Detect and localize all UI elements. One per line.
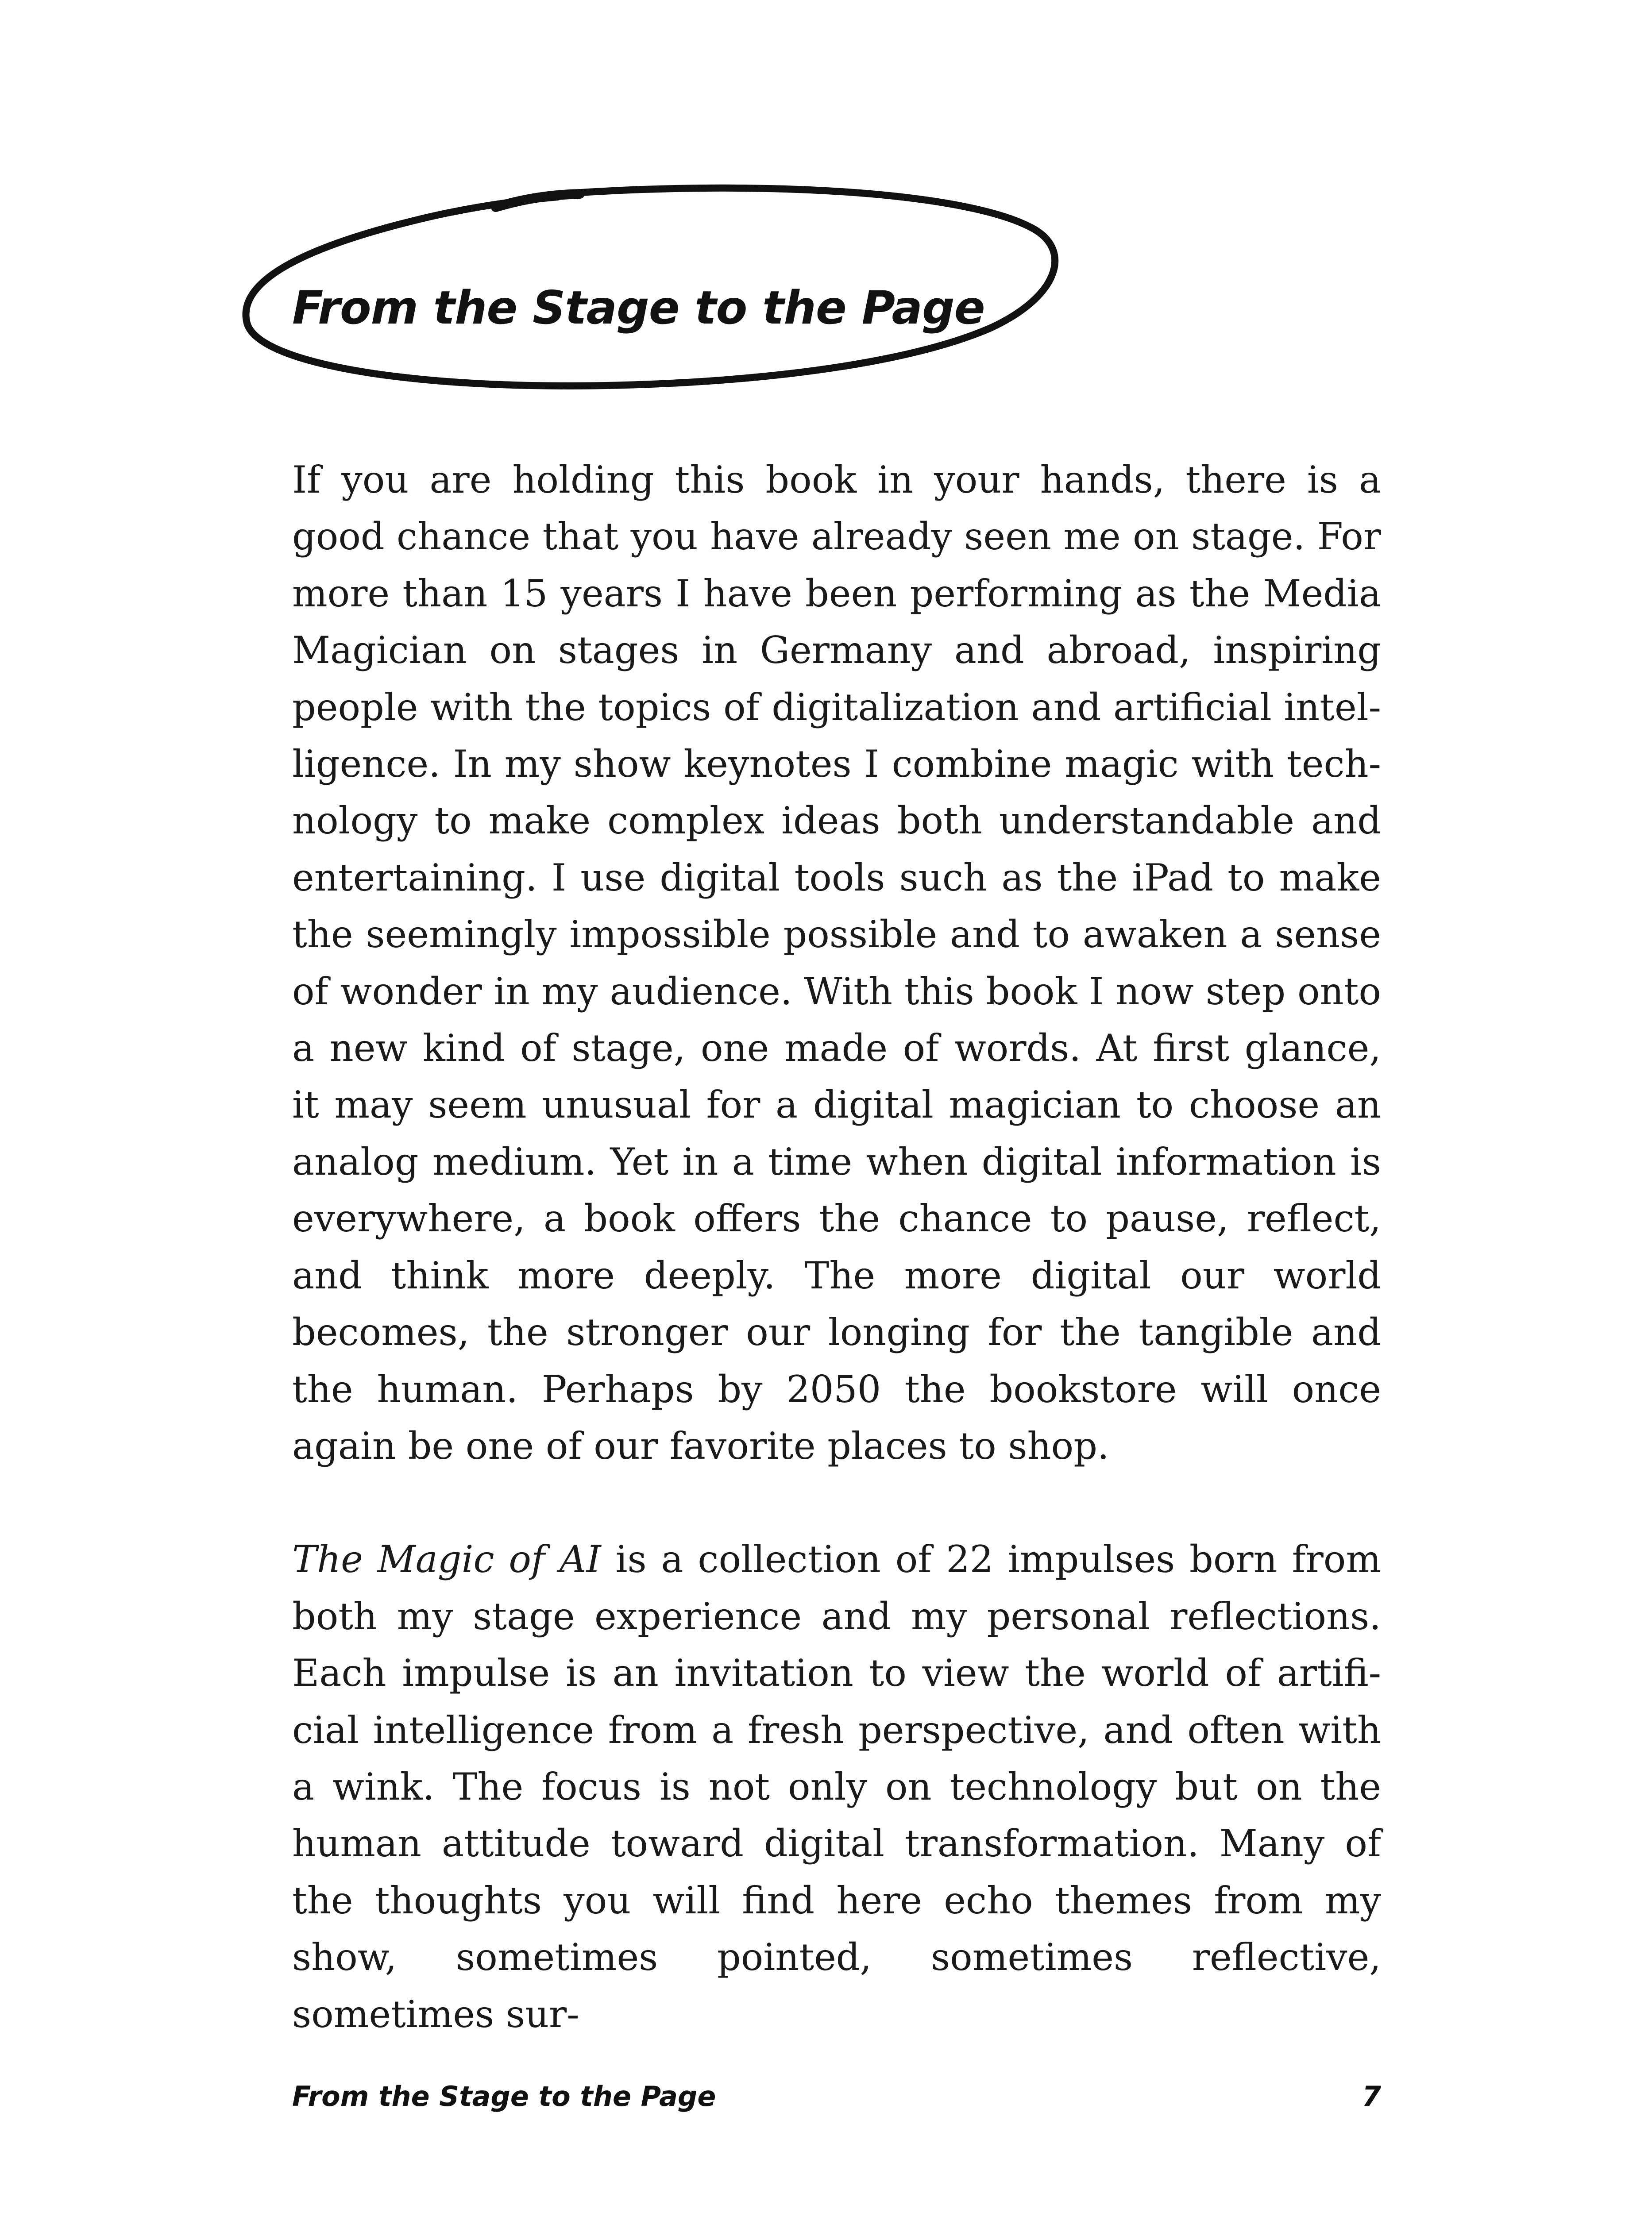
paragraph-2 [292,1531,1381,2043]
page-footer [292,2080,1381,2113]
paragraph-1: If you are holding this book in your hands, there is a good chance that you have already seen me on stage. For more than 15 years I have been performing as the Media Magician on stages in Germany and abroad, inspiring people with the topics of digitalization and artificial intelligence. In my show keynotes I combine magic with technology to make complex ideas both understandable and entertaining. I use digital tools such as the iPad to make the seemingly impossible possible and to awaken a sense of wonder in my audience. With this book I now step onto a new kind of stage, one made of words. At first glance, it may seem unusual for a digital magician to choose an analog medium. Yet in a time when digital information is everywhere, a book offers the chance to pause, reflect, and think more deeply. The more digital our world becomes, the stronger our longing for the tangible and the human. Perhaps by 2050 the bookstore will once again be one of our favorite places to shop. [292,458,1381,1468]
chapter-title: From the Stage to the Page [292,281,985,335]
page-number: 7 [1362,2080,1381,2113]
chapter-heading [239,181,1080,412]
paragraph-2-text: is a collection of 22 impulses born from both my stage experience and my personal reflections. Each impulse is an invitation to view the world of artificial intelligence from a fresh perspective, and often with a wink. The focus is not only on technology but on the human attitude toward digital transformation. Many of the thoughts you will find here echo themes from my show, sometimes pointed, sometimes reflective, sometimes sur- [292,1538,1382,2036]
book-title: The Magic of AI [292,1538,601,1581]
running-title: From the Stage to the Page [292,2080,716,2113]
body-text [292,451,1381,2043]
